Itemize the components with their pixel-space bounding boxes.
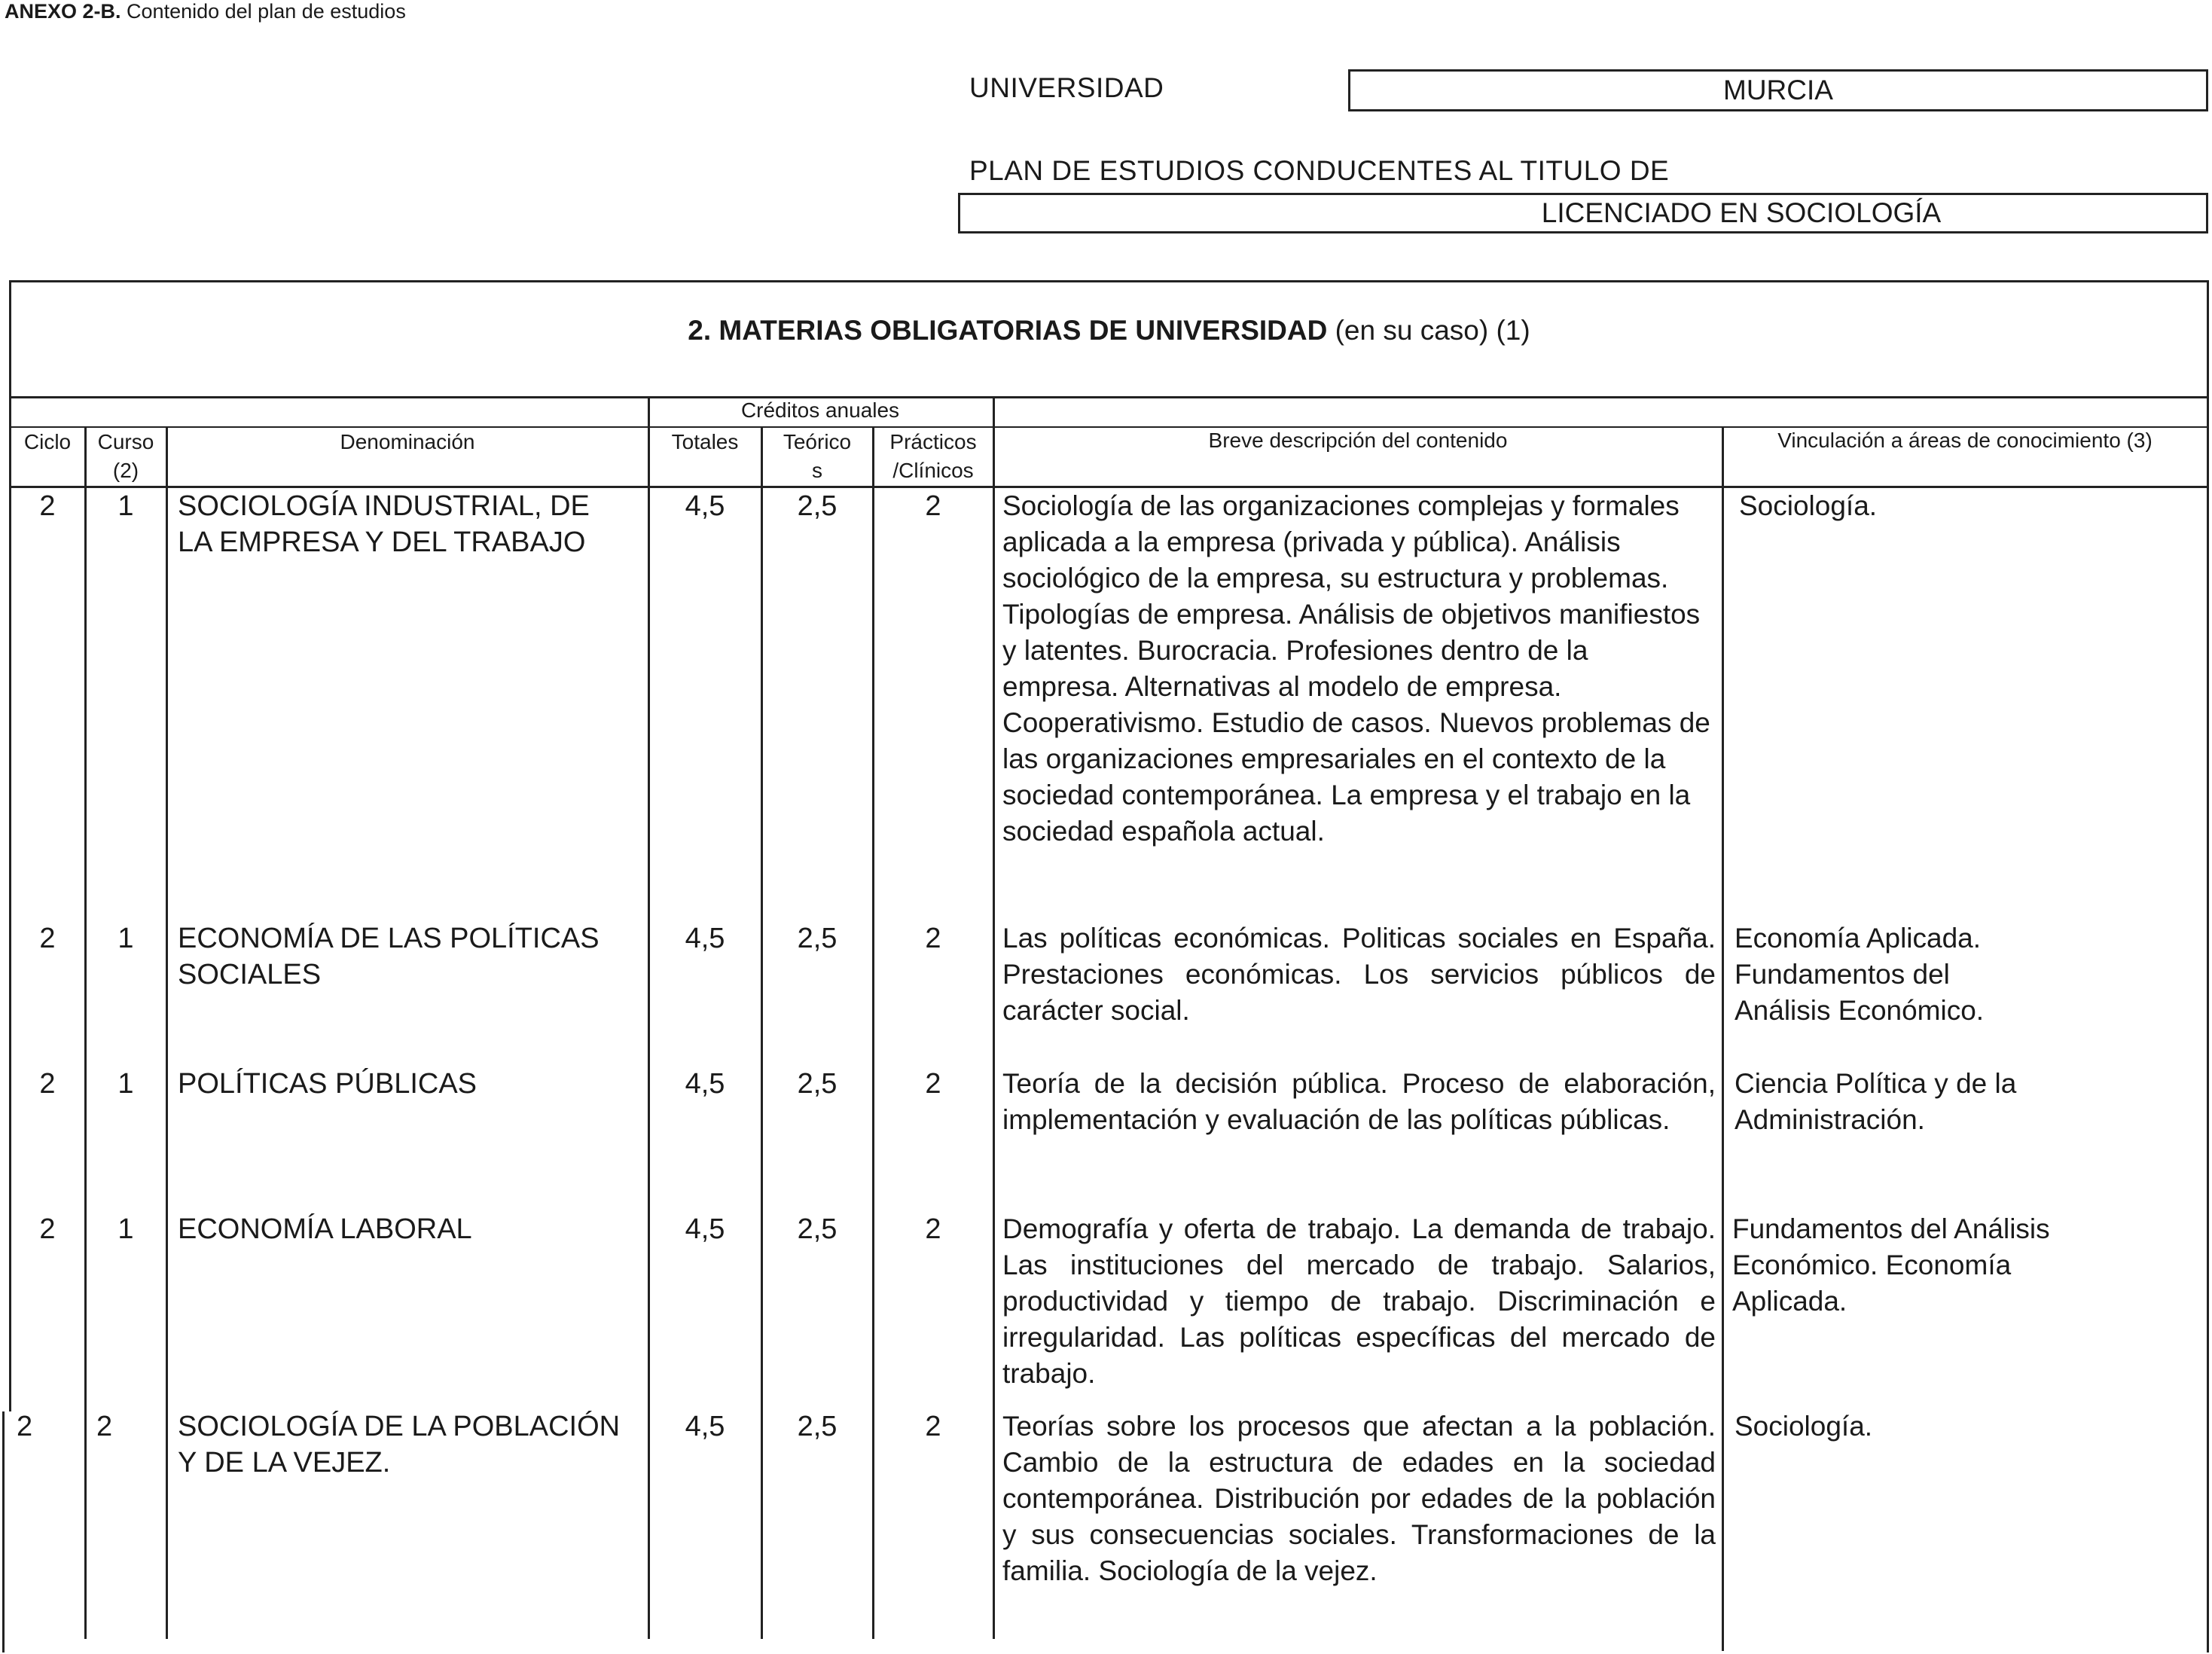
cell-practicos: 2	[925, 1068, 941, 1100]
plan-label: PLAN DE ESTUDIOS CONDUCENTES AL TITULO DE	[969, 155, 1670, 186]
section-title-suffix: (en su caso) (1)	[1335, 315, 1530, 346]
cell-curso: 1	[117, 490, 134, 522]
cell-totales: 4,5	[685, 1411, 725, 1442]
plan-value: LICENCIADO EN SOCIOLOGÍA	[958, 193, 2208, 233]
cell-ciclo: 2	[39, 490, 56, 522]
cell-practicos: 2	[925, 1411, 941, 1442]
cell-denominacion: ECONOMÍA DE LAS POLÍTICAS SOCIALES	[178, 923, 600, 990]
cell-descripcion: Sociología de las organizaciones complejas y formales aplicada a la empresa (privada y pública). Análisis sociológico de la empresa, su estructura y problemas. Tipologías de empresa. Análisis de objetivos manifiestos y latentes. Burocracia. Profesiones dentro de la empresa. Alternativas al modelo de empresa. Cooperativismo. Estudio de casos. Nuevos problemas de las organizaciones empresariales en el contexto de la sociedad contemporánea. La empresa y el trabajo en la sociedad española actual.	[1002, 490, 1710, 847]
cell-totales: 4,5	[685, 1213, 725, 1245]
cell-curso: 1	[117, 1068, 134, 1100]
university-label: UNIVERSIDAD	[969, 72, 1164, 103]
header-teoricos: Teórico	[783, 430, 852, 453]
cell-ciclo: 2	[39, 923, 56, 954]
annex-prefix: ANEXO 2-B.	[5, 0, 121, 23]
cell-curso: 2	[96, 1411, 113, 1442]
cell-teoricos: 2,5	[797, 1213, 838, 1245]
header-curso: Curso	[97, 430, 154, 453]
header-vinculacion: Vinculación a áreas de conocimiento (3)	[1777, 429, 2153, 452]
cell-descripcion: Las políticas económicas. Politicas sociales en España. Prestaciones económicas. Los servicios públicos de carácter social.	[1002, 923, 1716, 1026]
cell-totales: 4,5	[685, 1068, 725, 1100]
cell-practicos: 2	[925, 1213, 941, 1245]
cell-teoricos: 2,5	[797, 490, 838, 522]
section-title	[9, 315, 2209, 346]
header-creditos: Créditos anuales	[740, 398, 900, 422]
annex-title: Contenido del plan de estudios	[127, 0, 406, 23]
cell-curso: 1	[117, 1213, 134, 1245]
cell-vinculacion: Economía Aplicada. Fundamentos del Análisis Económico.	[1735, 923, 1985, 1026]
cell-ciclo: 2	[39, 1213, 56, 1245]
cell-vinculacion: Sociología.	[1739, 490, 1878, 521]
header-denominacion: Denominación	[340, 430, 475, 453]
cell-ciclo: 2	[17, 1411, 33, 1442]
cell-descripcion: Demografía y oferta de trabajo. La demanda de trabajo. Las instituciones del mercado de trabajo. Salarios, productividad y tiempo de trabajo. Discriminación e irregularidad. Las políticas específicas del mercado de trabajo.	[1002, 1213, 1716, 1389]
cell-practicos: 2	[925, 923, 941, 954]
cell-totales: 4,5	[685, 923, 725, 954]
cell-denominacion: POLÍTICAS PÚBLICAS	[178, 1068, 477, 1100]
cell-denominacion: SOCIOLOGÍA DE LA POBLACIÓN Y DE LA VEJEZ.	[178, 1411, 621, 1479]
cell-descripcion: Teoría de la decisión pública. Proceso de elaboración, implementación y evaluación de las políticas públicas.	[1002, 1068, 1716, 1135]
cell-descripcion: Teorías sobre los procesos que afectan a la población. Cambio de la estructura de edades en la sociedad contemporánea. Distribución por edades de la población y sus consecuencias sociales. Transformaciones de la familia. Sociología de la vejez.	[1002, 1411, 1716, 1586]
cell-ciclo: 2	[39, 1068, 56, 1100]
header-descripcion: Breve descripción del contenido	[1208, 429, 1508, 452]
cell-vinculacion: Fundamentos del Análisis Económico. Economía Aplicada.	[1732, 1213, 2050, 1317]
header-curso-note: (2)	[112, 459, 139, 482]
header-ciclo: Ciclo	[23, 430, 72, 453]
cell-teoricos: 2,5	[797, 923, 838, 954]
cell-vinculacion: Ciencia Política y de la Administración.	[1735, 1068, 2017, 1135]
header-practicos: Prácticos	[889, 430, 977, 453]
cell-denominacion: ECONOMÍA LABORAL	[178, 1213, 472, 1245]
section-title-main: 2. MATERIAS OBLIGATORIAS DE UNIVERSIDAD	[688, 315, 1328, 346]
cell-practicos: 2	[925, 490, 941, 522]
cell-teoricos: 2,5	[797, 1068, 838, 1100]
cell-curso: 1	[117, 923, 134, 954]
cell-vinculacion: Sociología.	[1735, 1411, 1873, 1442]
header-practicos-wrap: /Clínicos	[892, 459, 974, 482]
cell-totales: 4,5	[685, 490, 725, 522]
cell-teoricos: 2,5	[797, 1411, 838, 1442]
university-value: MURCIA	[1348, 69, 2208, 111]
cell-denominacion: SOCIOLOGÍA INDUSTRIAL, DE LA EMPRESA Y DEL TRABAJO	[178, 490, 590, 558]
header-totales: Totales	[671, 430, 739, 453]
header-teoricos-wrap: s	[812, 459, 822, 482]
